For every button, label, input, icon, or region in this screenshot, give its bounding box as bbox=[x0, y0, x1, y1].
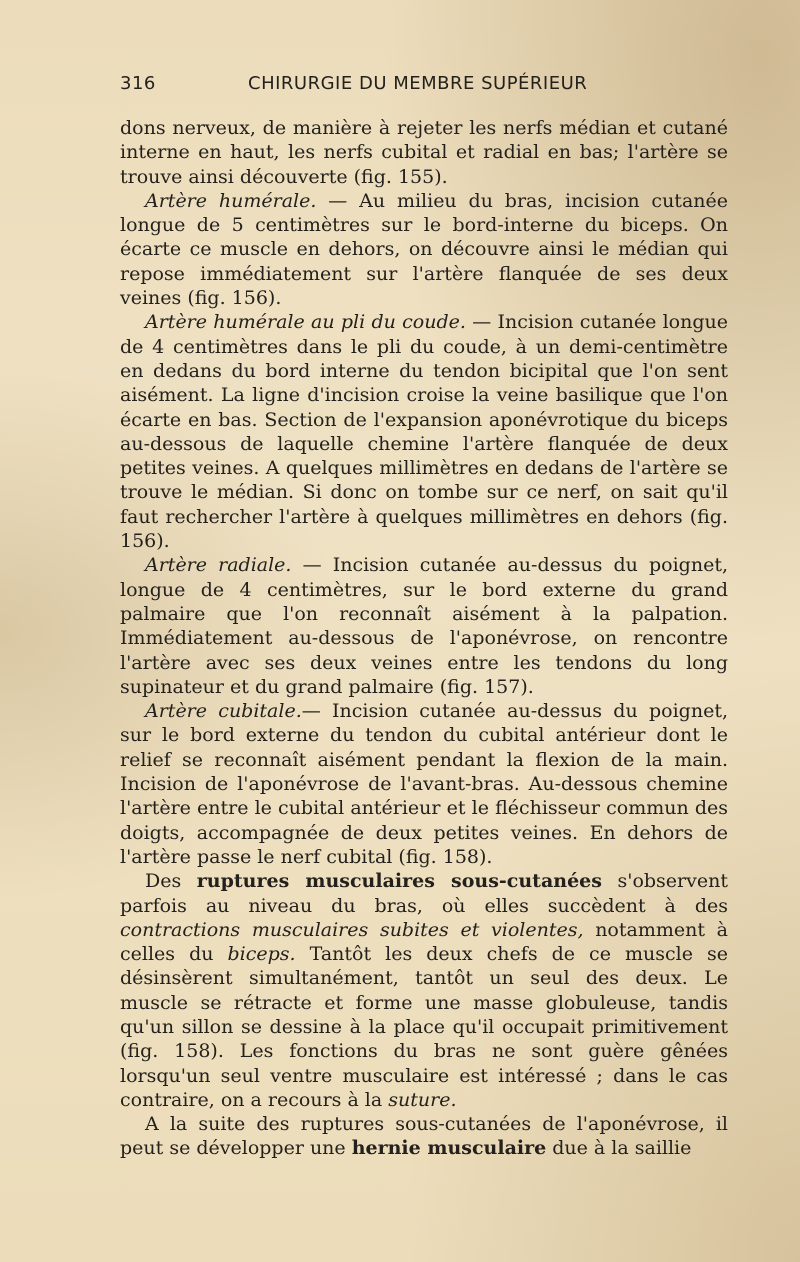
text-run: — Incision cutanée au-dessus du poignet, longue de 4 centimètres, sur le bord externe du grand palmaire que l'on reconnaît aisément à la palpation. Immédiatement au-dessous de l'aponévrose, on rencontre l'artère avec ses deux veines entre les tendons du long supinateur et du grand palmaire (fig. 157). bbox=[120, 554, 728, 698]
bold-term: hernie musculaire bbox=[351, 1137, 547, 1160]
running-title: CHIRURGIE DU MEMBRE SUPÉRIEUR bbox=[248, 73, 588, 94]
bold-term: ruptures musculaires sous-cutanées bbox=[196, 870, 602, 893]
section-heading: Artère humérale. bbox=[145, 189, 317, 212]
text-run: — Incision cutanée longue de 4 centimètres dans le pli du coude, à un demi-centimètre en dedans du bord interne du tendon bicipital que l'on sent aisément. La ligne d'incision croise la veine basilique que l'on écarte en bas. Section de l'expansion aponévrotique du biceps au-dessous de laquelle chemine l'artère flanquée de deux petites veines. A quelques millimètres en dedans de l'artère se trouve le médian. Si donc on tombe sur ce nerf, on sait qu'il faut rechercher l'artère à quelques millimètres en dehors (fig. 156). bbox=[120, 311, 728, 553]
italic-term: biceps. bbox=[227, 943, 296, 966]
running-head bbox=[120, 73, 728, 103]
section-heading: Artère humérale au pli du coude. bbox=[145, 311, 466, 334]
text-run: dons nerveux, de manière à rejeter les nerfs médian et cutané interne en haut, les nerfs cubital et radial en bas; l'artère se trouve ainsi découverte (fig. 155). bbox=[120, 117, 728, 188]
paragraph bbox=[120, 869, 728, 1112]
paragraph bbox=[120, 553, 728, 699]
text-run: s'observent parfois au niveau du bras, où elles succèdent à des bbox=[120, 870, 728, 917]
text-run: — Au milieu du bras, incision cutanée longue de 5 centimètres sur le bord-interne du biceps. On écarte ce muscle en dehors, on découvre ainsi le médian qui repose immédiatement sur l'artère flanquée de ses deux veines (fig. 156). bbox=[120, 189, 728, 310]
text-run: Tantôt les deux chefs de ce muscle se désinsèrent simultanément, tantôt un seul des deux. Le muscle se rétracte et forme une masse globuleuse, tandis qu'un sillon se dessine à la place qu'il occupait primitivement (fig. 158). Les fonctions du bras ne sont guère gênées lorsqu'un seul ventre musculaire est intéressé ; dans le cas contraire, on a recours à la bbox=[120, 943, 728, 1111]
paragraph bbox=[120, 116, 728, 189]
italic-term: suture. bbox=[388, 1088, 457, 1111]
text-run: due à la saillie bbox=[546, 1137, 692, 1160]
text-run: Des bbox=[145, 870, 197, 893]
section-heading: Artère cubitale. bbox=[145, 700, 302, 723]
body-text bbox=[120, 116, 728, 1161]
text-run: — Incision cutanée au-dessus du poignet, sur le bord externe du tendon du cubital antérieur dont le relief se reconnaît aisément pendant la flexion de la main. Incision de l'aponévrose de l'avant-bras. Au-dessous chemine l'artère entre le cubital antérieur et le fléchisseur commun des doigts, accompagnée de deux petites veines. En dehors de l'artère passe le nerf cubital (fig. 158). bbox=[120, 700, 728, 868]
paragraph bbox=[120, 189, 728, 310]
text-run: A la suite des ruptures sous-cutanées de l'aponévrose, il peut se développer une bbox=[120, 1113, 728, 1160]
paragraph bbox=[120, 1112, 728, 1161]
section-heading: Artère radiale. bbox=[145, 554, 292, 577]
text-run: notamment à celles du bbox=[120, 918, 728, 966]
italic-term: contractions musculaires subites et violentes, bbox=[120, 918, 584, 941]
page-number: 316 bbox=[120, 73, 156, 94]
paragraph bbox=[120, 310, 728, 553]
paragraph bbox=[120, 699, 728, 869]
